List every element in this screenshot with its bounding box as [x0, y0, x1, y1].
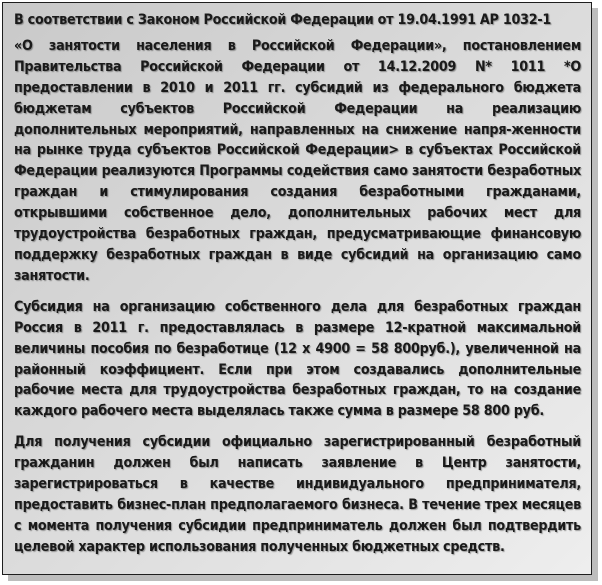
paragraph-program-description: «О занятости населения в Российской Федерации», постановлением Правительства Российской Федерации от 14.12.2009 N* 1011 *О предоставлении в 2010 и 2011 гг. субсидий из федерального бюджета бюджетам субъектов Российской Федерации на реализацию дополнительных мероприятий, направленных на снижение напря-женности на рынке труда субъектов Российской Федерации> в субъектах Российской Федерации реализуются Программы содействия само занятости безработных граждан и стимулирования создания безработными гражданами, открывшими собственное дело, дополнительных рабочих мест для трудоустройства безработных граждан, предусматривающие финансовую поддержку безработных граждан в виде субсидий на организацию само занятости.: [14, 37, 581, 284]
paragraph-subsidy-requirements: Для получения субсидии официально зарегистрированный безработный гражданин должен был написать заявление в Центр занятости, зарегистрироваться в качестве индивидуального предпринимателя, предоставить бизнес-план предполагаемого бизнеса. В течение трех месяцев с момента получения субсидии предприниматель должен был подтвердить целевой характер использования полученных бюджетных средств.: [14, 434, 581, 555]
paragraph-subsidy-amount: Субсидия на организацию собственного дела для безработных граждан Россия в 2011 г. предоставлялась в размере 12-кратной максимальной величины пособия по безработице (12 х 4900 = 58 800руб.), увеличенной на районный коэффициент. Если при этом создавались дополнительные рабочие места для трудоустройства безработных граждан, то на создание каждого рабочего места выделялась также сумма в размере 58 800 руб.: [14, 298, 581, 420]
text-box: [2, 2, 592, 575]
paragraph-law-reference: В соответствии с Законом Российской Федерации от 19.04.1991 АР 1032-1: [14, 12, 552, 28]
